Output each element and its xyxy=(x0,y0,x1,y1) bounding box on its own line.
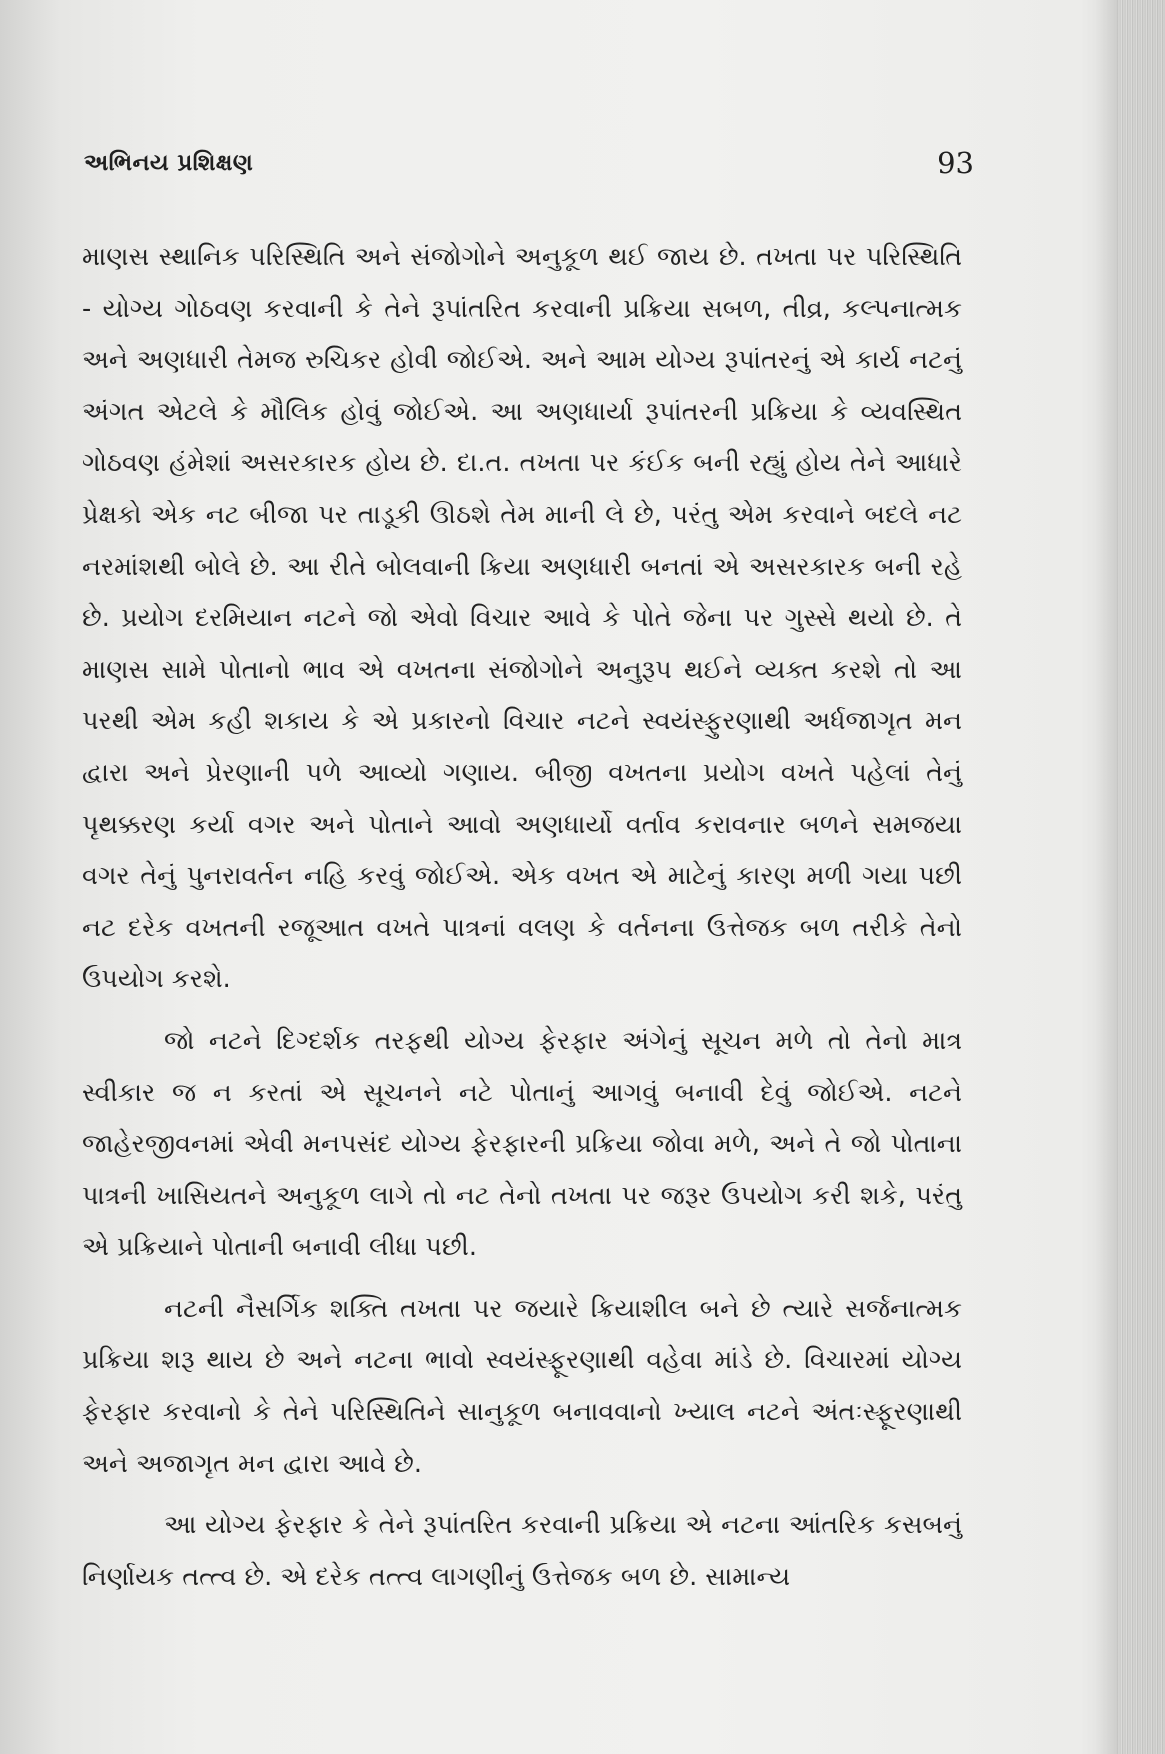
paragraph-2: જો નટને દિગ્દર્શક તરફથી યોગ્ય ફેરફાર અંગેનું સૂચન મળે તો તેનો માત્ર સ્વીકાર જ ન કરતાં એ સૂચનને નટે પોતાનું આગવું બનાવી દેવું જોઈએ. નટને જાહેરજીવનમાં એવી મનપસંદ યોગ્ય ફેરફારની પ્રક્રિયા જોવા મળે, અને તે જો પોતાના પાત્રની ખાસિયતને અનુકૂળ લાગે તો નટ તેનો તખતા પર જરૂર ઉપયોગ કરી શકે, પરંતુ એ પ્રક્રિયાને પોતાની બનાવી લીધા પછી. xyxy=(82,1025,962,1263)
body-text xyxy=(82,232,962,1613)
paragraph-4: આ યોગ્ય ફેરફાર કે તેને રૂપાંતરિત કરવાની પ્રક્રિયા એ નટના આંતરિક કસબનું નિર્ણાયક તત્ત્વ છે. એ દરેક તત્ત્વ લાગણીનું ઉત્તેજક બળ છે. સામાન્ય xyxy=(82,1510,962,1592)
running-title: અભિનય પ્રશિક્ષણ xyxy=(84,150,254,176)
paragraph-3: નટની નૈસર્ગિક શક્તિ તખતા પર જયારે ક્રિયાશીલ બને છે ત્યારે સર્જનાત્મક પ્રક્રિયા શરૂ થાય છે અને નટના ભાવો સ્વયંસ્ફૂરણાથી વહેવા માંડે છે. વિચારમાં યોગ્ય ફેરફાર કરવાનો કે તેને પરિસ્થિતિને સાનુકૂળ બનાવવાનો ખ્યાલ નટને અંતઃસ્ફૂરણાથી અને અજાગૃત મન દ્વારા આવે છે. xyxy=(82,1293,962,1479)
running-header xyxy=(84,146,974,186)
page-gutter-shadow xyxy=(1095,0,1117,1754)
page-number: 93 xyxy=(937,146,974,180)
page-stack-edge xyxy=(1117,0,1165,1754)
paragraph-1: માણસ સ્થાનિક પરિસ્થિતિ અને સંજોગોને અનુકૂળ થઈ જાય છે. તખતા પર પરિસ્થિતિ - યોગ્ય ગોઠવણ કરવાની કે તેને રૂપાંતરિત કરવાની પ્રક્રિયા સબળ, તીવ્ર, કલ્પનાત્મક અને અણધારી તેમજ રુચિકર હોવી જોઈએ. અને આમ યોગ્ય રૂપાંતરનું એ કાર્ય નટનું અંગત એટલે કે મૌલિક હોવું જોઈએ. આ અણધાર્યા રૂપાંતરની પ્રક્રિયા કે વ્યવસ્થિત ગોઠવણ હંમેશાં અસરકારક હોય છે. દા.ત. તખતા પર કંઈક બની રહ્યું હોય તેને આધારે પ્રેક્ષકો એક નટ બીજા પર તાડૂકી ઊઠશે તેમ માની લે છે, પરંતુ એમ કરવાને બદલે નટ નરમાંશથી બોલે છે. આ રીતે બોલવાની ક્રિયા અણધારી બનતાં એ અસરકારક બની રહે છે. પ્રયોગ દરમિયાન નટને જો એવો વિચાર આવે કે પોતે જેના પર ગુસ્સે થયો છે. તે માણસ સામે પોતાનો ભાવ એ વખતના સંજોગોને અનુરૂપ થઈને વ્યક્ત કરશે તો આ પરથી એમ કહી શકાય કે એ પ્રકારનો વિચાર નટને સ્વયંસ્ફુરણાથી અર્ધજાગૃત મન દ્વારા અને પ્રેરણાની પળે આવ્યો ગણાય. બીજી વખતના પ્રયોગ વખતે પહેલાં તેનું પૃથક્કરણ કર્યા વગર અને પોતાને આવો અણધાર્યો વર્તાવ કરાવનાર બળને સમજયા વગર તેનું પુનરાવર્તન નહિ કરવું જોઈએ. એક વખત એ માટેનું કારણ મળી ગયા પછી નટ દરેક વખતની રજૂઆત વખતે પાત્રનાં વલણ કે વર્તનના ઉત્તેજક બળ તરીકે તેનો ઉપયોગ કરશે. xyxy=(82,242,962,995)
